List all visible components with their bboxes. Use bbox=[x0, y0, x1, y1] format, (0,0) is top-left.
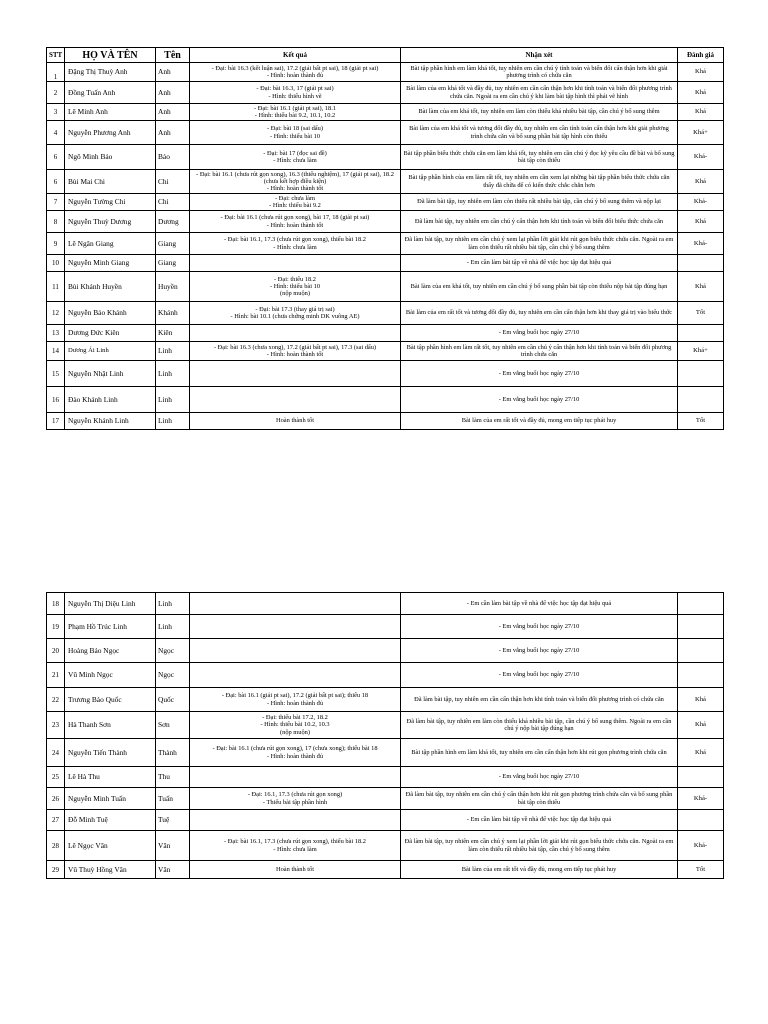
row-stt: 15 bbox=[47, 361, 65, 387]
comment-cell: Đã làm bài tập, tuy nhiên em cần cẩn thận hơn khi tính toán và biến đổi phương trình có chứa căn bbox=[401, 688, 678, 712]
student-name: Lê Ngân Giang bbox=[65, 233, 156, 255]
grade-cell: Khá- bbox=[678, 145, 724, 170]
comment-cell: Bài tập phần biểu thức chứa căn em làm khá tốt, tuy nhiên em cần chú ý đọc kỹ yêu cầu đề bài và bổ sung bài tập còn thiếu bbox=[401, 145, 678, 170]
result-cell: - Đại: bài 16.1 (chưa rút gọn xong), 16.3 (thiếu nghiệm), 17 (giải pt sai), 18.2 (chưa kết hợp điều kiện) - Hình: hoàn thành tốt bbox=[190, 170, 401, 194]
student-first-name: Giang bbox=[156, 255, 190, 272]
row-stt: 9 bbox=[47, 233, 65, 255]
row-stt: 19 bbox=[47, 615, 65, 639]
student-name: Lê Ngọc Vân bbox=[65, 831, 156, 861]
grade-cell: Khá- bbox=[678, 233, 724, 255]
student-name: Đỗ Minh Tuệ bbox=[65, 810, 156, 831]
comment-cell: Bài tập phần hình em làm rất tốt, tuy nhiên em cần chú ý cẩn thận hơn khi tính toán và biến đổi phương trình chứa căn bbox=[401, 342, 678, 361]
result-cell bbox=[190, 767, 401, 788]
grade-cell bbox=[678, 615, 724, 639]
result-cell bbox=[190, 361, 401, 387]
grade-cell: Khá bbox=[678, 739, 724, 767]
row-stt: 2 bbox=[47, 82, 65, 104]
table-row bbox=[47, 121, 724, 145]
student-first-name: Vân bbox=[156, 861, 190, 879]
student-first-name: Giang bbox=[156, 233, 190, 255]
result-cell: - Đại: chưa làm - Hình: thiếu bài 9.2 bbox=[190, 194, 401, 211]
grade-cell bbox=[678, 361, 724, 387]
student-first-name: Anh bbox=[156, 104, 190, 121]
comment-cell: Bài tập phần hình em làm khá tốt, tuy nhiên em cần cẩn thận hơn khi rút gọn phương trình chứa căn bbox=[401, 739, 678, 767]
comment-cell: - Em cần làm bài tập về nhà để việc học tập đạt hiệu quả bbox=[401, 255, 678, 272]
comment-cell: Bài làm của em rất tốt và đầy đủ, mong em tiếp tục phát huy bbox=[401, 861, 678, 879]
grade-cell: Khá bbox=[678, 82, 724, 104]
grade-cell: Tốt bbox=[678, 302, 724, 325]
comment-cell: - Em vắng buổi học ngày 27/10 bbox=[401, 639, 678, 663]
result-cell bbox=[190, 387, 401, 413]
student-first-name: Ngọc bbox=[156, 663, 190, 688]
table-row bbox=[47, 361, 724, 387]
table-row bbox=[47, 211, 724, 233]
student-first-name: Linh bbox=[156, 413, 190, 430]
student-name: Ngô Minh Bảo bbox=[65, 145, 156, 170]
row-stt: 1 bbox=[47, 63, 65, 82]
table-row bbox=[47, 342, 724, 361]
result-cell: Hoàn thành tốt bbox=[190, 861, 401, 879]
table-row bbox=[47, 593, 724, 615]
table-row bbox=[47, 712, 724, 739]
result-cell: - Đại: bài 16.1, 17.3 (chưa rút gọn xong), thiếu bài 18.2 - Hình: chưa làm bbox=[190, 233, 401, 255]
comment-cell: - Em vắng buổi học ngày 27/10 bbox=[401, 767, 678, 788]
row-stt: 23 bbox=[47, 712, 65, 739]
row-stt: 12 bbox=[47, 302, 65, 325]
grade-cell bbox=[678, 387, 724, 413]
table-row bbox=[47, 63, 724, 82]
student-name: Dương Ái Linh bbox=[65, 342, 156, 361]
header-grade: Đánh giá bbox=[678, 48, 724, 63]
comment-cell: - Em cần làm bài tập về nhà để việc học tập đạt hiệu quả bbox=[401, 810, 678, 831]
grade-cell: Khá bbox=[678, 712, 724, 739]
comment-cell: Đã làm bài tập, tuy nhiên em cần chú ý xem lại phần lời giải khi rút gọn biểu thức chứa căn. Ngoài ra em làm còn thiếu rất nhiều bài tập, cần chú ý bổ sung thêm bbox=[401, 831, 678, 861]
student-first-name: Linh bbox=[156, 593, 190, 615]
table-row bbox=[47, 170, 724, 194]
result-cell bbox=[190, 810, 401, 831]
table-row bbox=[47, 387, 724, 413]
student-first-name: Anh bbox=[156, 82, 190, 104]
student-first-name: Thành bbox=[156, 739, 190, 767]
student-first-name: Chi bbox=[156, 170, 190, 194]
row-stt: 3 bbox=[47, 104, 65, 121]
grade-cell: Khá bbox=[678, 170, 724, 194]
student-name: Lê Minh Anh bbox=[65, 104, 156, 121]
grade-cell bbox=[678, 255, 724, 272]
comment-cell: Bài tập phần hình của em làm rất tốt, tuy nhiên em cần xem lại những bài tập phần biểu thức chứa căn thấy đã chữa để có kiến thức chắc chắn hơn bbox=[401, 170, 678, 194]
result-cell bbox=[190, 663, 401, 688]
student-name: Nguyễn Minh Giang bbox=[65, 255, 156, 272]
grade-cell bbox=[678, 325, 724, 342]
row-stt: 21 bbox=[47, 663, 65, 688]
result-cell bbox=[190, 639, 401, 663]
result-cell: - Đại: bài 16.3 (kết luận sai), 17.2 (giải bất pt sai), 18 (giải pt sai) - Hình: hoàn thành đủ bbox=[190, 63, 401, 82]
table-row bbox=[47, 739, 724, 767]
row-stt: 29 bbox=[47, 861, 65, 879]
result-cell: - Đại: bài 16.1 (giải pt sai), 18.1 - Hình: thiếu bài 9.2, 10.1, 10.2 bbox=[190, 104, 401, 121]
table-row bbox=[47, 413, 724, 430]
result-cell: - Đại: bài 16.3, 17 (giải pt sai) - Hình: thiếu hình vẽ bbox=[190, 82, 401, 104]
table-row bbox=[47, 194, 724, 211]
table-header-row bbox=[47, 48, 724, 63]
student-first-name: Sơn bbox=[156, 712, 190, 739]
table-row bbox=[47, 325, 724, 342]
comment-cell: Bài làm của em khá tốt và đầy đủ, tuy nhiên em cần cẩn thận hơn khi tính toán và biến đổi phương trình chứa căn. Ngoài ra em cần chú ý khi làm bài tập hình thì phải vẽ hình bbox=[401, 82, 678, 104]
header-name: HỌ VÀ TÊN bbox=[65, 48, 156, 63]
row-stt: 27 bbox=[47, 810, 65, 831]
student-first-name: Chi bbox=[156, 194, 190, 211]
row-stt: 8 bbox=[47, 211, 65, 233]
table-row bbox=[47, 82, 724, 104]
row-stt: 7 bbox=[47, 194, 65, 211]
comment-cell: Bài làm của em khá tốt, tuy nhiên em làm còn thiếu khá nhiều bài tập, cần chú ý bổ sung thêm bbox=[401, 104, 678, 121]
result-cell: - Đại: thiếu 18.2 - Hình: thiếu bài 10 (nộp muộn) bbox=[190, 272, 401, 302]
result-cell bbox=[190, 325, 401, 342]
student-first-name: Dương bbox=[156, 211, 190, 233]
header-stt: STT bbox=[47, 48, 65, 63]
grade-cell bbox=[678, 639, 724, 663]
row-stt: 24 bbox=[47, 739, 65, 767]
student-first-name: Linh bbox=[156, 387, 190, 413]
student-first-name: Ngọc bbox=[156, 639, 190, 663]
grade-cell: Khá bbox=[678, 63, 724, 82]
result-cell: - Đại: bài 18 (sai dấu) - Hình: thiếu bài 10 bbox=[190, 121, 401, 145]
table-row bbox=[47, 663, 724, 688]
student-name: Nguyễn Bảo Khánh bbox=[65, 302, 156, 325]
comment-cell: Bài tập phần hình em làm khá tốt, tuy nhiên em cần chú ý tính toán và biến đổi cẩn thận hơn khi giải phương trình có chứa căn bbox=[401, 63, 678, 82]
comment-cell: Đã làm bài tập, tuy nhiên em cần chú ý cẩn thận hơn khi tính toán và biến đổi biểu thức chứa căn bbox=[401, 211, 678, 233]
table-row bbox=[47, 767, 724, 788]
table-row bbox=[47, 104, 724, 121]
student-name: Nguyễn Nhật Linh bbox=[65, 361, 156, 387]
row-stt: 20 bbox=[47, 639, 65, 663]
result-cell: - Đại: thiếu bài 17.2, 18.2 - Hình: thiếu bài 10.2, 10.3 (nộp muộn) bbox=[190, 712, 401, 739]
result-cell: - Đại: bài 16.1, 17.3 (chưa rút gọn xong), thiếu bài 18.2 - Hình: chưa làm bbox=[190, 831, 401, 861]
student-name: Đào Khánh Linh bbox=[65, 387, 156, 413]
student-first-name: Khánh bbox=[156, 302, 190, 325]
comment-cell: - Em cần làm bài tập về nhà để việc học tập đạt hiệu quả bbox=[401, 593, 678, 615]
grade-cell bbox=[678, 593, 724, 615]
row-stt: 13 bbox=[47, 325, 65, 342]
student-name: Dương Đức Kiên bbox=[65, 325, 156, 342]
grade-cell bbox=[678, 663, 724, 688]
table-row bbox=[47, 615, 724, 639]
student-name: Trương Bảo Quốc bbox=[65, 688, 156, 712]
comment-cell: - Em vắng buổi học ngày 27/10 bbox=[401, 387, 678, 413]
grade-cell: Khá bbox=[678, 688, 724, 712]
student-first-name: Linh bbox=[156, 361, 190, 387]
table-row bbox=[47, 831, 724, 861]
row-stt: 28 bbox=[47, 831, 65, 861]
student-name: Nguyễn Tường Chi bbox=[65, 194, 156, 211]
student-name: Lê Hà Thu bbox=[65, 767, 156, 788]
result-cell: Hoàn thành tốt bbox=[190, 413, 401, 430]
student-first-name: Anh bbox=[156, 63, 190, 82]
result-cell: - Đại: bài 17.3 (thay giá trị sai) - Hình: bài 10.1 (chưa chứng minh DK vuông AE) bbox=[190, 302, 401, 325]
student-name: Nguyễn Thuỳ Dương bbox=[65, 211, 156, 233]
grade-cell: Tốt bbox=[678, 861, 724, 879]
comment-cell: Bài làm của em khá tốt, tuy nhiên em cần chú ý bổ sung phần bài tập còn thiếu nộp bài tập đúng hạn bbox=[401, 272, 678, 302]
comment-cell: - Em vắng buổi học ngày 27/10 bbox=[401, 663, 678, 688]
result-cell bbox=[190, 615, 401, 639]
table-row bbox=[47, 861, 724, 879]
grade-cell: Tốt bbox=[678, 413, 724, 430]
grade-cell bbox=[678, 810, 724, 831]
table-row bbox=[47, 688, 724, 712]
student-name: Bùi Khánh Huyền bbox=[65, 272, 156, 302]
student-name: Vũ Thuỳ Hồng Vân bbox=[65, 861, 156, 879]
grades-table-1 bbox=[46, 47, 724, 430]
grade-cell: Khá- bbox=[678, 831, 724, 861]
result-cell bbox=[190, 593, 401, 615]
grade-cell: Khá- bbox=[678, 194, 724, 211]
table-row bbox=[47, 810, 724, 831]
result-cell: - Đại: bài 17 (đọc sai đề) - Hình: chưa làm bbox=[190, 145, 401, 170]
comment-cell: - Em vắng buổi học ngày 27/10 bbox=[401, 361, 678, 387]
student-first-name: Anh bbox=[156, 121, 190, 145]
grades-table-2 bbox=[46, 592, 724, 879]
row-stt: 14 bbox=[47, 342, 65, 361]
row-stt: 26 bbox=[47, 788, 65, 810]
comment-cell: Bài làm của em khá tốt và tương đối đầy đủ, tuy nhiên em cần tính toán cẩn thận hơn khi giải phương trình chứa căn và bổ sung phần bài tập hình còn thiếu bbox=[401, 121, 678, 145]
table-row bbox=[47, 272, 724, 302]
student-first-name: Linh bbox=[156, 342, 190, 361]
comment-cell: Đã làm bài tập, tuy nhiên em cần chú ý xem lại phần lời giải khi rút gọn biểu thức chứa căn. Ngoài ra em làm còn thiếu rất nhiều bài tập, cần chú ý bổ sung thêm bbox=[401, 233, 678, 255]
result-cell: - Đại: bài 16.1 (giải pt sai), 17.2 (giải bất pt sai); thiếu 18 - Hình: hoàn thành đủ bbox=[190, 688, 401, 712]
table-row bbox=[47, 788, 724, 810]
grade-cell: Khá bbox=[678, 104, 724, 121]
comment-cell: Đã làm bài tập, tuy nhiên em làm còn thiếu rất nhiều bài tập, cần chú ý bổ sung thêm và nộp lại bbox=[401, 194, 678, 211]
comment-cell: Bài làm của em rất tốt và đầy đủ, mong em tiếp tục phát huy bbox=[401, 413, 678, 430]
student-first-name: Vân bbox=[156, 831, 190, 861]
student-name: Hà Thanh Sơn bbox=[65, 712, 156, 739]
student-first-name: Tuấn bbox=[156, 788, 190, 810]
comment-cell: Đã làm bài tập, tuy nhiên em làm còn thiếu khá nhiều bài tập, cần chú ý bổ sung thêm. Ngoài ra em cần chú ý nộp bài tập đúng hạn bbox=[401, 712, 678, 739]
row-stt: 16 bbox=[47, 387, 65, 413]
comment-cell: Bài làm của em rất tốt và tương đối đầy đủ, tuy nhiên em cần cẩn thận hơn khi thay giá trị vào biểu thức bbox=[401, 302, 678, 325]
row-stt: 11 bbox=[47, 272, 65, 302]
row-stt: 22 bbox=[47, 688, 65, 712]
header-comment: Nhận xét bbox=[401, 48, 678, 63]
result-cell: - Đại: bài 16.1 (chưa rút gọn xong), bài 17, 18 (giải pt sai) - Hình: hoàn thành tốt bbox=[190, 211, 401, 233]
grade-cell: Khá+ bbox=[678, 342, 724, 361]
student-name: Phạm Hồ Trúc Linh bbox=[65, 615, 156, 639]
grade-cell: Khá- bbox=[678, 788, 724, 810]
row-stt: 18 bbox=[47, 593, 65, 615]
student-name: Hoàng Bảo Ngọc bbox=[65, 639, 156, 663]
student-name: Đồng Tuấn Anh bbox=[65, 82, 156, 104]
student-name: Đặng Thị Thuỳ Anh bbox=[65, 63, 156, 82]
grade-cell: Khá bbox=[678, 272, 724, 302]
row-stt: 6 bbox=[47, 170, 65, 194]
student-name: Vũ Minh Ngọc bbox=[65, 663, 156, 688]
comment-cell: - Em vắng buổi học ngày 27/10 bbox=[401, 615, 678, 639]
student-first-name: Tuệ bbox=[156, 810, 190, 831]
student-name: Nguyễn Minh Tuấn bbox=[65, 788, 156, 810]
student-first-name: Quốc bbox=[156, 688, 190, 712]
row-stt: 6 bbox=[47, 145, 65, 170]
grade-cell bbox=[678, 767, 724, 788]
header-ten: Tên bbox=[156, 48, 190, 63]
student-name: Bùi Mai Chi bbox=[65, 170, 156, 194]
row-stt: 17 bbox=[47, 413, 65, 430]
result-cell: - Đại: 16.1, 17.3 (chưa rút gọn xong) - Thiếu bài tập phần hình bbox=[190, 788, 401, 810]
result-cell: - Đại: bài 16.1 (chưa rút gọn xong), 17 (chưa xong); thiếu bài 18 - Hình: hoàn thành đủ bbox=[190, 739, 401, 767]
table-row bbox=[47, 302, 724, 325]
student-first-name: Bảo bbox=[156, 145, 190, 170]
student-name: Nguyễn Thị Diệu Linh bbox=[65, 593, 156, 615]
table-row bbox=[47, 233, 724, 255]
table-row bbox=[47, 639, 724, 663]
student-first-name: Huyền bbox=[156, 272, 190, 302]
row-stt: 4 bbox=[47, 121, 65, 145]
comment-cell: - Em vắng buổi học ngày 27/10 bbox=[401, 325, 678, 342]
student-name: Nguyễn Khánh Linh bbox=[65, 413, 156, 430]
student-first-name: Linh bbox=[156, 615, 190, 639]
row-stt: 10 bbox=[47, 255, 65, 272]
comment-cell: Đã làm bài tập, tuy nhiên em cần chú ý cẩn thận hơn khi rút gọn phương trình chứa căn và bổ sung phần bài tập còn thiếu bbox=[401, 788, 678, 810]
student-name: Nguyễn Tiến Thành bbox=[65, 739, 156, 767]
row-stt: 25 bbox=[47, 767, 65, 788]
result-cell bbox=[190, 255, 401, 272]
student-first-name: Thu bbox=[156, 767, 190, 788]
header-result: Kết quả bbox=[190, 48, 401, 63]
table-row bbox=[47, 145, 724, 170]
grade-cell: Khá+ bbox=[678, 121, 724, 145]
result-cell: - Đại: bài 16.3 (chưa xong), 17.2 (giải bất pt sai), 17.3 (sai dấu) - Hình: hoàn thành tốt bbox=[190, 342, 401, 361]
grade-cell: Khá bbox=[678, 211, 724, 233]
student-name: Nguyễn Phương Anh bbox=[65, 121, 156, 145]
table-row bbox=[47, 255, 724, 272]
student-first-name: Kiên bbox=[156, 325, 190, 342]
